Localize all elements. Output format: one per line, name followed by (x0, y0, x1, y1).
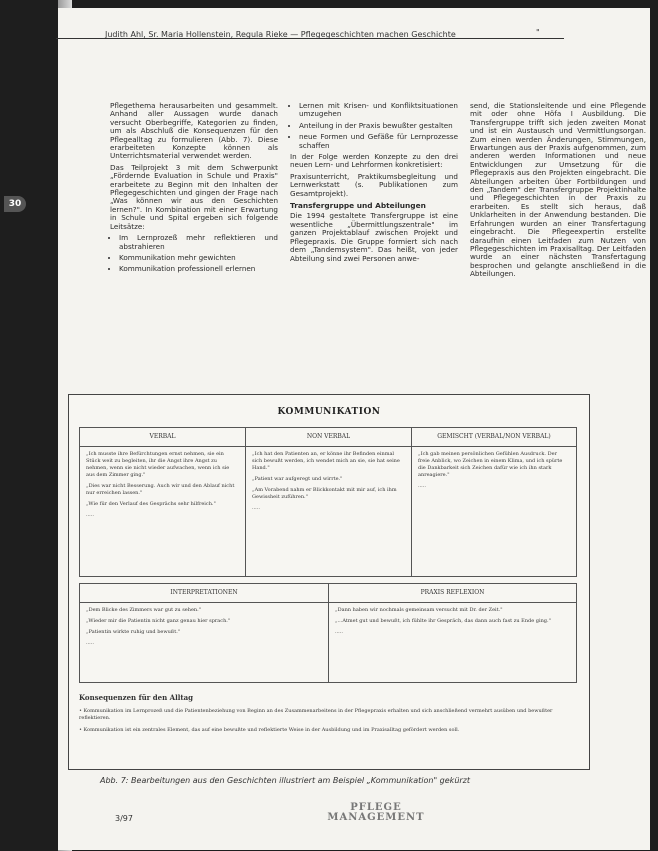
page-number-tab: 30 (4, 196, 26, 212)
quote: „Dem Blicke des Zimmers war gut zu sehen." (86, 607, 202, 613)
table-cell (80, 447, 245, 527)
consequence-item: • Kommunikation ist ein zentrales Element, das auf eine bewußte und reflektierte Weise in der Ausbildung und im Praxisalltag gefördert werden soll. (79, 727, 460, 734)
top-table (79, 427, 577, 577)
ellipsis: ..... (418, 483, 426, 489)
list-item: • Lernen mit Krisen- und Konfliktsituationen umzugehen (299, 102, 458, 119)
left-bullet-list (110, 234, 278, 274)
mid-bullet-list (290, 102, 458, 150)
table-cell (329, 603, 576, 644)
list-item: • Im Lernprozeß mehr reflektieren und abstrahieren (119, 234, 278, 251)
quote: „...Atmet gut und bewußt, ich fühlte ihr Gespräch, das dann auch fast zu Ende ging." (335, 618, 551, 624)
ellipsis: ..... (252, 505, 260, 511)
quote: „Dann haben wir nochmals gemeinsam versucht mit Dr. der Zeit." (335, 607, 503, 613)
column-right (470, 102, 646, 282)
quote: „Ich gab meinen persönlichen Gefühlen Ausdruck. Der freie Anblick, wo Zeichen in einem Klima, und ich spürte die Dankbarkeit sich Zeichen dafür wie ich ihn stark anreagiere." (418, 451, 563, 478)
ellipsis: ..... (86, 512, 94, 518)
figure-title: KOMMUNIKATION (277, 407, 381, 417)
mid-paragraph-3: Die 1994 gestaltete Transfergruppe ist eine wesentliche „Übermittlungszentrale" im ganzen Projektablauf zwischen Projekt und Pflegepraxis. Die Gruppe formiert sich nach dem „Tandemsystem". Das heißt, von jeder Abteilung sind zwei Personen anwe- (290, 211, 458, 263)
ellipsis: ..... (86, 640, 94, 646)
consequences-title: Konsequenzen für den Alltag (79, 693, 194, 702)
list-item: • Kommunikation mehr gewichten (119, 254, 278, 262)
quote: „Ich hat den Patienten an, er könne ihr Befinden einmal sich bewußt werden, ich wendet mich an sie, sie hat seine Hand." (252, 451, 400, 471)
mid-paragraph-1: In der Folge werden Konzepte zu den drei neuen Lern- und Lehrformen konkretisiert: (290, 152, 458, 170)
mid-paragraph-2: Praxisunterricht, Praktikumsbegleitung und Lernwerkstatt (s. Publikationen zum Gesamtprojekt). (290, 171, 458, 198)
table-column-gemischt (412, 428, 576, 576)
quote: „Wie für den Verlauf des Gesprächs sehr hilfreich." (86, 501, 216, 507)
ellipsis: ..... (335, 629, 343, 635)
left-paragraph-2: Das Teilprojekt 3 mit dem Schwerpunkt „Fördernde Evaluation in Schule und Praxis" erarbeitete zu Beginn mit den Inhalten der Pflegegeschichten und gingen der Frage nach „Was können wir aus den Geschichten lernen?". In Kombination mit einer Erwartung in Schule und Spital ergeben sich folgende Leitsätze: (110, 162, 278, 231)
quote: „Dies war nicht Besserung. Auch wir und den Ablauf nicht nur erreichen lassen." (86, 483, 235, 496)
list-item: • Kommunikation professionell erlernen (119, 265, 278, 273)
quote: „Patientin wirkte ruhig und bewußt." (86, 629, 181, 635)
logo-line-1: PFLEGE (350, 802, 402, 813)
quote: „Ich musste ihre Befürchtungen ernst nehmen, sie ein Stück weit zu begleiten, ihr die Angst ihre Angst zu nehmen, wenn sie nicht wieder aufwachen, wenn ich sie aus dem Zimmer ging." (86, 451, 230, 478)
quote: „Patient war aufgeregt und wirrte." (252, 476, 343, 482)
issue-number: 3/97 (115, 814, 133, 823)
consequences-section (79, 693, 577, 740)
quote: „Wieder mir die Patientin nicht ganz genau hier sprach." (86, 618, 231, 624)
table-cell (80, 603, 328, 655)
list-item: • Anteilung in der Praxis bewußter gestalten (299, 122, 458, 130)
figure-kommunikation (68, 394, 590, 770)
running-header: Judith Ahl, Sr. Maria Hollenstein, Regula Rieke — Pflegegeschichten machen Geschichte (105, 30, 456, 39)
header-mark: " (536, 28, 540, 37)
magazine-logo (326, 803, 426, 823)
figure-caption: Abb. 7: Bearbeitungen aus den Geschichten illustriert am Beispiel „Kommunikation" gekürzt (100, 776, 471, 785)
section-heading: Transfergruppe und Abteilungen (290, 201, 426, 211)
column-left (110, 102, 278, 277)
table-cell (246, 447, 411, 520)
column-header: PRAXIS REFLEXION (329, 584, 576, 603)
table-column-praxis-reflexion (329, 584, 576, 682)
quote: „Am Vorabend nahm er Blickkontakt mit mir auf, ich ihm Gewissheit zuführen." (252, 487, 397, 500)
column-header: GEMISCHT (VERBAL/NON VERBAL) (412, 428, 576, 447)
table-column-verbal (80, 428, 246, 576)
bottom-table (79, 583, 577, 683)
table-column-nonverbal (246, 428, 412, 576)
consequence-item: • Kommunikation im Lernprozeß und die Patientenbeziehung von Beginn an des Zusammenarbeitens in der Pflegepraxis erhalten und sich anschließend vermehrt ausüben und bewußter reflektieren. (79, 708, 553, 721)
column-header: NON VERBAL (246, 428, 411, 447)
table-cell (412, 447, 576, 498)
column-middle (290, 102, 458, 266)
column-header: VERBAL (80, 428, 245, 447)
left-paragraph-1: Pflegethema herausarbeiten und gesammelt. Anhand aller Aussagen wurde danach versucht Oberbegriffe, Kategorien zu finden, um als Abschluß die Konsequenzen für den Pflegealltag zu formulieren (Abb. 7). Diese erarbeiteten Konzepte können als Unterrichtsmaterial verwendet werden. (110, 101, 278, 161)
list-item: • neue Formen und Gefäße für Lernprozesse schaffen (299, 133, 458, 150)
logo-line-2: MANAGEMENT (327, 812, 425, 823)
column-header: INTERPRETATIONEN (80, 584, 328, 603)
right-paragraph-1: send, die Stationsleitende und eine Pflegende mit oder ohne Höfa I Ausbildung. Die Transfergruppe trifft sich jeden zweiten Monat und ist ein Austausch und Vermittlungsorgan. Zum einen werden Änderungen, Stimmungen, Erwartungen aus der Praxis aufgenommen, zum anderen werden Informationen und neue Entwicklungen zur Umsetzung für die Pflegepraxis aus den Projekten eingebracht. Die Abteilungen arbeiten über Fortbildungen und den „Tandem" der Transfergruppe Projektinhalte und Pflegegeschichten in der Praxis zu erarbeiten. Es stellt sich heraus, daß Unklarheiten in der Anwendung bestanden. Die Erfahrungen wurden an einer Transfertagung eingebracht. Die Pflegeexpertin erstellte daraufhin einen Leitfaden zum Nutzen von Pflegegeschichten im Praxisalltag. Der Leitfaden wurde an einer nächsten Transfertagung besprochen und gelangte anschließend in die Abteilungen. (470, 101, 646, 279)
table-column-interpretationen (80, 584, 329, 682)
